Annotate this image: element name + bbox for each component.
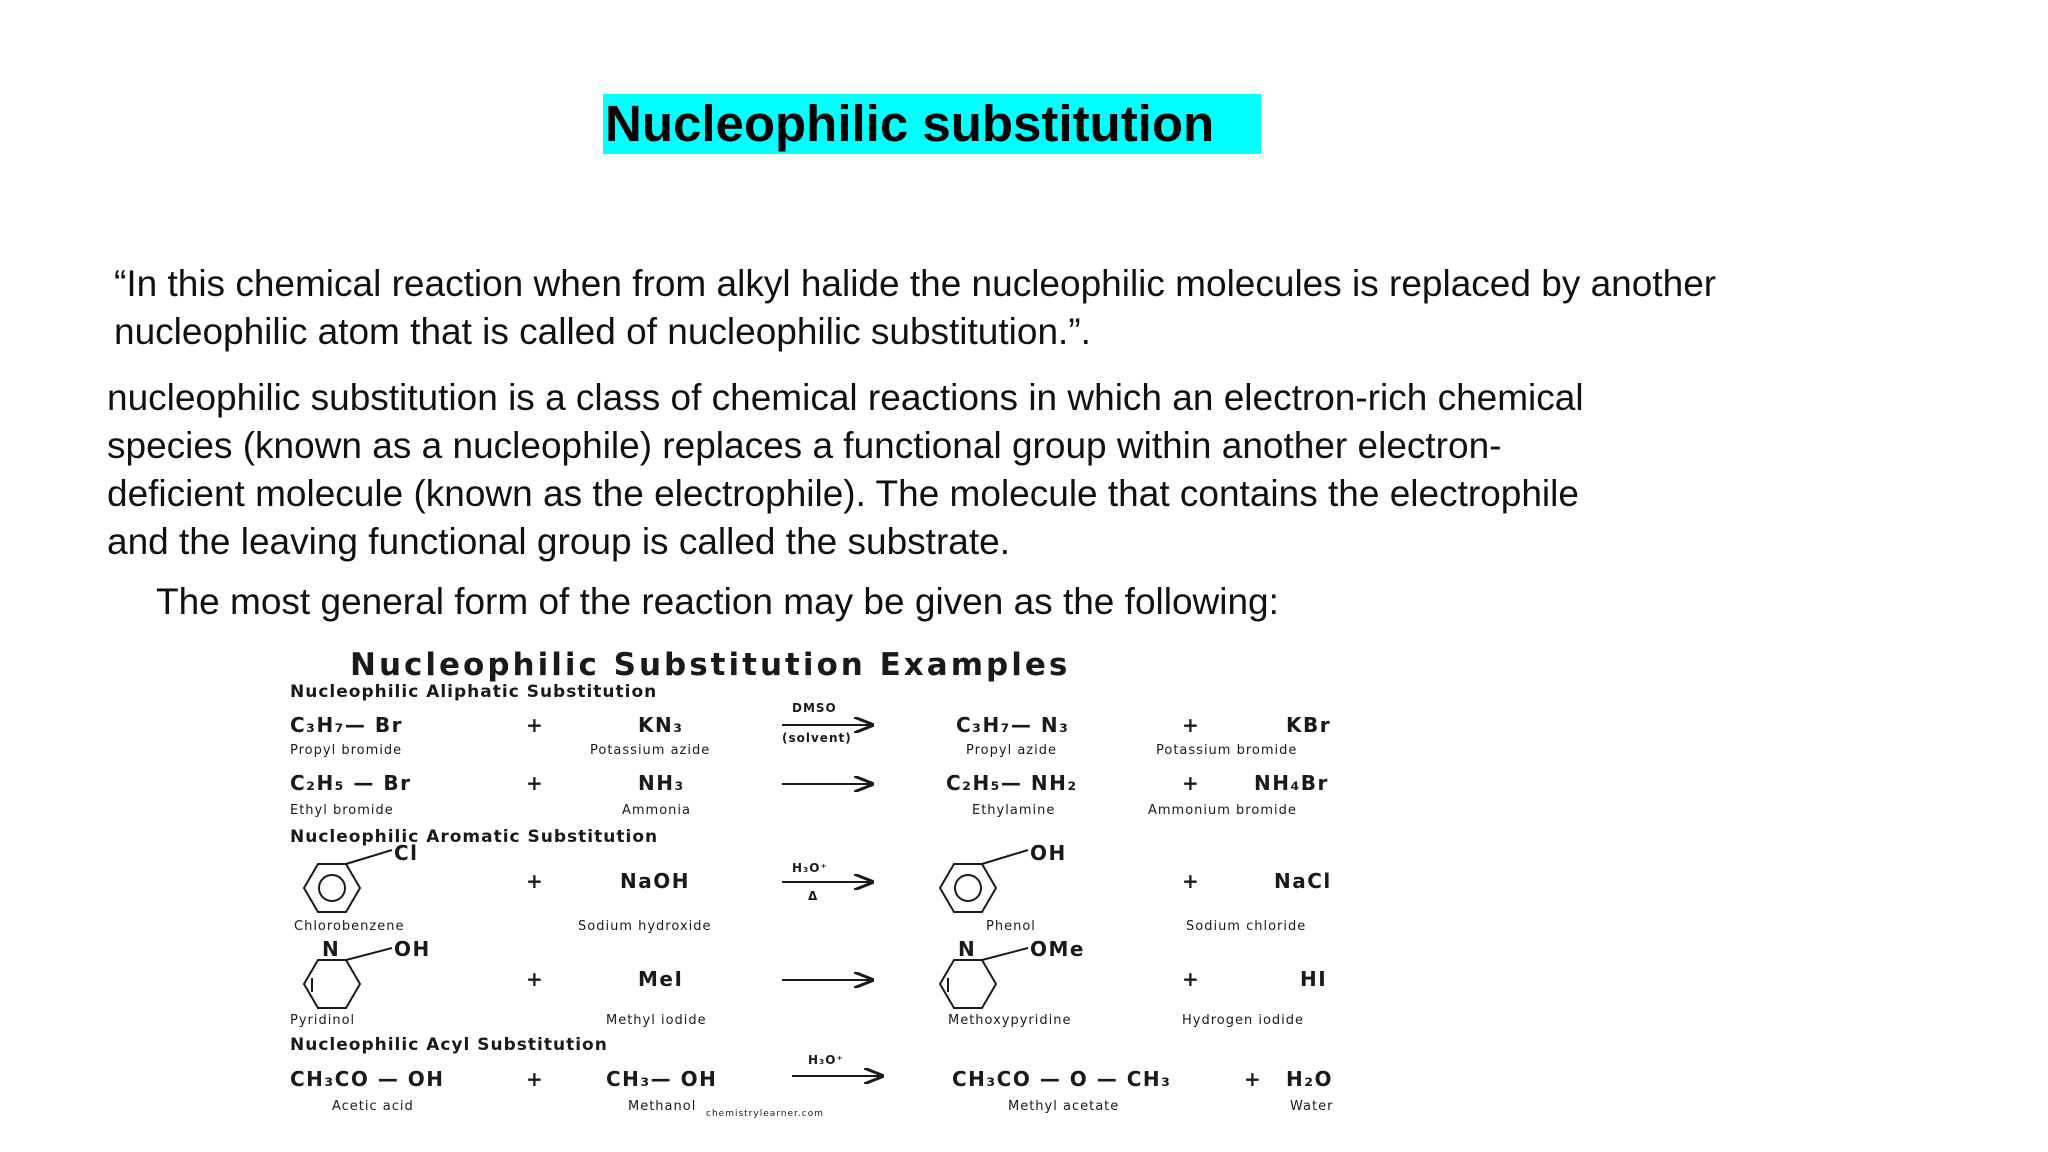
r2-reagent-name: Ammonia	[622, 803, 691, 818]
pyridine-ring-icon	[304, 948, 392, 1008]
pyridine-ring-icon	[940, 948, 1028, 1008]
r5-reagent-name: Methanol	[628, 1099, 697, 1114]
definition-line: species (known as a nucleophile) replaces a functional group within another electron-	[107, 425, 1502, 466]
plus-sign: +	[526, 771, 545, 795]
definition-paragraph	[107, 374, 1867, 566]
r4-reagent: MeI	[638, 967, 684, 991]
r4-reactant-substituent: OH	[394, 937, 431, 961]
benzene-ring-icon	[940, 850, 1028, 912]
r1-product: C₃H₇— N₃	[956, 713, 1070, 737]
r2-byproduct-name: Ammonium bromide	[1148, 803, 1297, 818]
r3-condition-top: H₃O⁺	[792, 861, 828, 875]
definition-line: nucleophilic substitution is a class of chemical reactions in which an electron-rich chemical	[107, 377, 1584, 418]
r1-byproduct-name: Potassium bromide	[1156, 743, 1298, 758]
examples-figure	[276, 640, 1366, 1122]
r5-reactant-name: Acetic acid	[332, 1099, 414, 1114]
r3-reagent-name: Sodium hydroxide	[578, 919, 712, 934]
r5-reactant: CH₃CO — OH	[290, 1067, 445, 1091]
r1-reactant: C₃H₇— Br	[290, 713, 404, 737]
r2-reactant-name: Ethyl bromide	[290, 803, 394, 818]
section-aromatic: Nucleophilic Aromatic Substitution	[290, 827, 659, 847]
plus-sign: +	[526, 713, 545, 737]
quote-paragraph	[114, 260, 1944, 356]
r3-product-name: Phenol	[986, 919, 1036, 934]
figure-title: Nucleophilic Substitution Examples	[350, 647, 1071, 683]
definition-line: and the leaving functional group is called the substrate.	[107, 521, 1010, 562]
r4-reagent-name: Methyl iodide	[606, 1013, 707, 1028]
benzene-ring-icon	[304, 850, 392, 912]
definition-line: deficient molecule (known as the electrophile). The molecule that contains the electrophile	[107, 473, 1579, 514]
r2-product-name: Ethylamine	[972, 803, 1056, 818]
watermark: chemistrylearner.com	[706, 1109, 824, 1119]
plus-sign: +	[1182, 869, 1201, 893]
plus-sign: +	[1182, 713, 1201, 737]
plus-sign: +	[1244, 1067, 1263, 1091]
section-aliphatic: Nucleophilic Aliphatic Substitution	[290, 682, 658, 702]
r4-product-ring-nitrogen: N	[958, 937, 977, 961]
r2-reagent: NH₃	[638, 771, 685, 795]
r5-byproduct: H₂O	[1286, 1067, 1333, 1091]
plus-sign: +	[1182, 967, 1201, 991]
r4-reactant-name: Pyridinol	[290, 1013, 356, 1028]
r4-byproduct-name: Hydrogen iodide	[1182, 1013, 1305, 1028]
r5-reagent: CH₃— OH	[606, 1067, 718, 1091]
r3-byproduct-name: Sodium chloride	[1186, 919, 1307, 934]
general-form-text	[156, 578, 1656, 626]
r2-byproduct: NH₄Br	[1254, 771, 1329, 795]
plus-sign: +	[526, 1067, 545, 1091]
plus-sign: +	[526, 967, 545, 991]
r5-condition-top: H₃O⁺	[808, 1053, 844, 1067]
r1-product-name: Propyl azide	[966, 743, 1057, 758]
r4-product-substituent: OMe	[1030, 937, 1085, 961]
r5-byproduct-name: Water	[1290, 1099, 1334, 1114]
r3-reactant-substituent: Cl	[394, 841, 419, 865]
quote-line: “In this chemical reaction when from alkyl halide the nucleophilic molecules is replaced by another	[114, 263, 1717, 304]
r4-product-name: Methoxypyridine	[948, 1013, 1072, 1028]
plus-sign: +	[1182, 771, 1201, 795]
r1-condition-top: DMSO	[792, 701, 837, 715]
r3-product-substituent: OH	[1030, 841, 1067, 865]
r4-ring-nitrogen: N	[322, 937, 341, 961]
r5-product: CH₃CO — O — CH₃	[952, 1067, 1172, 1091]
r1-reagent: KN₃	[638, 713, 684, 737]
r1-condition-bottom: (solvent)	[782, 731, 852, 745]
r2-product: C₂H₅— NH₂	[946, 771, 1078, 795]
r3-reactant-name: Chlorobenzene	[294, 919, 405, 934]
r5-product-name: Methyl acetate	[1008, 1099, 1120, 1114]
slide-title: Nucleophilic substitution	[603, 94, 1261, 154]
r3-reagent: NaOH	[620, 869, 690, 893]
plus-sign: +	[526, 869, 545, 893]
r4-byproduct: HI	[1300, 967, 1328, 991]
r1-reactant-name: Propyl bromide	[290, 743, 403, 758]
quote-line: nucleophilic atom that is called of nucleophilic substitution.”.	[114, 311, 1091, 352]
section-acyl: Nucleophilic Acyl Substitution	[290, 1035, 608, 1055]
r3-condition-bottom: Δ	[808, 889, 819, 903]
general-form-line: The most general form of the reaction may be given as the following:	[156, 581, 1279, 622]
r2-reactant: C₂H₅ — Br	[290, 771, 412, 795]
r1-byproduct: KBr	[1286, 713, 1332, 737]
r3-byproduct: NaCl	[1274, 869, 1332, 893]
r1-reagent-name: Potassium azide	[590, 743, 711, 758]
